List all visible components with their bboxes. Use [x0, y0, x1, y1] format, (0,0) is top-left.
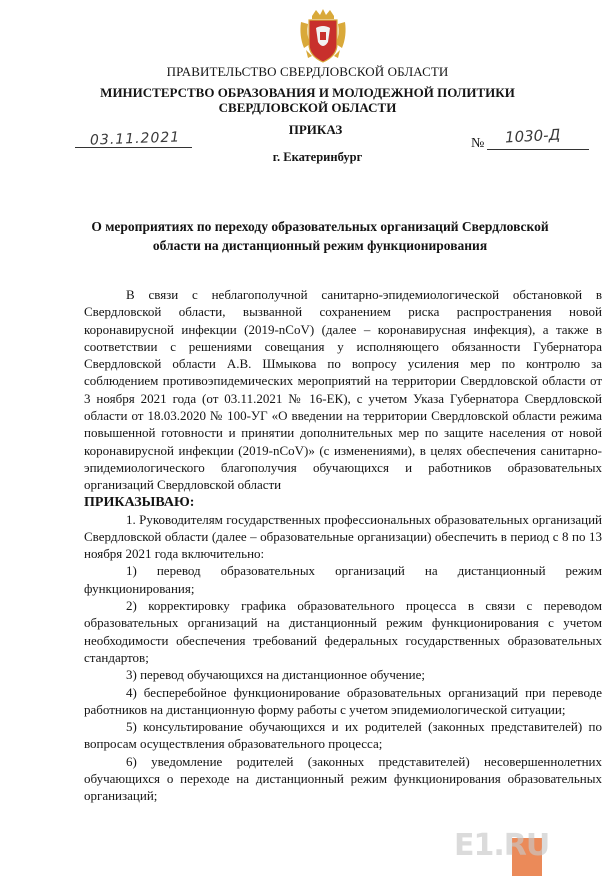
government-heading: ПРАВИТЕЛЬСТВО СВЕРДЛОВСКОЙ ОБЛАСТИ — [166, 64, 449, 79]
clause-item: 5) консультирование обучающихся и их родителей (законных представителей) по вопросам осуществления образовательного процесса; — [84, 719, 602, 752]
clause-item: 3) перевод обучающихся на дистанционное обучение; — [126, 667, 425, 683]
number-label: № — [471, 136, 485, 151]
clause-item: 1) перевод образовательных организаций на дистанционный режим функционирования; — [84, 563, 602, 596]
title-line: О мероприятиях по переходу образовательных организаций Свердловской — [91, 219, 549, 234]
ministry-heading-region: СВЕРДЛОВСКОЙ ОБЛАСТИ — [218, 100, 397, 115]
coat-of-arms-emblem — [298, 6, 348, 64]
watermark-logo: E1.RU — [454, 828, 550, 863]
order-number: 1030-Д — [504, 125, 561, 147]
preamble-paragraph: В связи с неблагополучной санитарно-эпидемиологической обстановкой в Свердловской области, вызванной сохранением риска распространения новой коронавирусной инфекции (2019-nCoV) (далее – коронавирусная инфекция), а также в соответствии с решениями совещания у исполняющего обязанности Губернатора Свердловской области А.В. Шмыкова по вопросу усиления мер по контролю за соблюдением противоэпидемических мероприятий на территории Свердловской области от 3 ноября 2021 года (от 03.11.2021 № 16-ЕК), с учетом Указа Губернатора Свердловской области от 18.03.2020 № 100-УГ «О введении на территории Свердловской области режима повышенной готовности и принятии дополнительных мер по защите населения от новой коронавирусной инфекции (2019-nCoV)» (с изменениями), в целях обеспечения санитарно-эпидемиологического благополучия обучающихся и работников образовательных организаций Свердловской области — [84, 287, 602, 493]
clause-item: 2) корректировку графика образовательного процесса в связи с переводом образовательных организаций на дистанционный режим функционирования с учетом необходимости обеспечения требований федеральных государственных образовательных стандартов; — [84, 598, 602, 665]
clause-item: 6) уведомление родителей (законных представителей) несовершеннолетних обучающихся о переходе на дистанционный режим функционирования образовательных организаций; — [84, 753, 602, 804]
document-body — [84, 286, 602, 805]
document-title — [60, 217, 580, 255]
clause-paragraph: 1. Руководителям государственных профессиональных образовательных организаций Свердловской области (далее – образовательные организации) обеспечить в период с 8 по 13 ноября 2021 года включительно: — [84, 511, 602, 562]
title-line: области на дистанционный режим функционирования — [152, 238, 488, 253]
order-date: 03.11.2021 — [89, 129, 181, 149]
clause-item: 4) бесперебойное функционирование образовательных организаций при переводе работников на дистанционную форму работы с учетом эпидемиологической ситуации; — [84, 684, 602, 717]
document-type: ПРИКАЗ — [288, 122, 343, 137]
date-underline — [75, 147, 192, 148]
order-word: ПРИКАЗЫВАЮ: — [84, 494, 195, 510]
city: г. Екатеринбург — [272, 150, 363, 164]
ministry-heading: МИНИСТЕРСТВО ОБРАЗОВАНИЯ И МОЛОДЕЖНОЙ ПОЛИТИКИ — [100, 85, 515, 100]
